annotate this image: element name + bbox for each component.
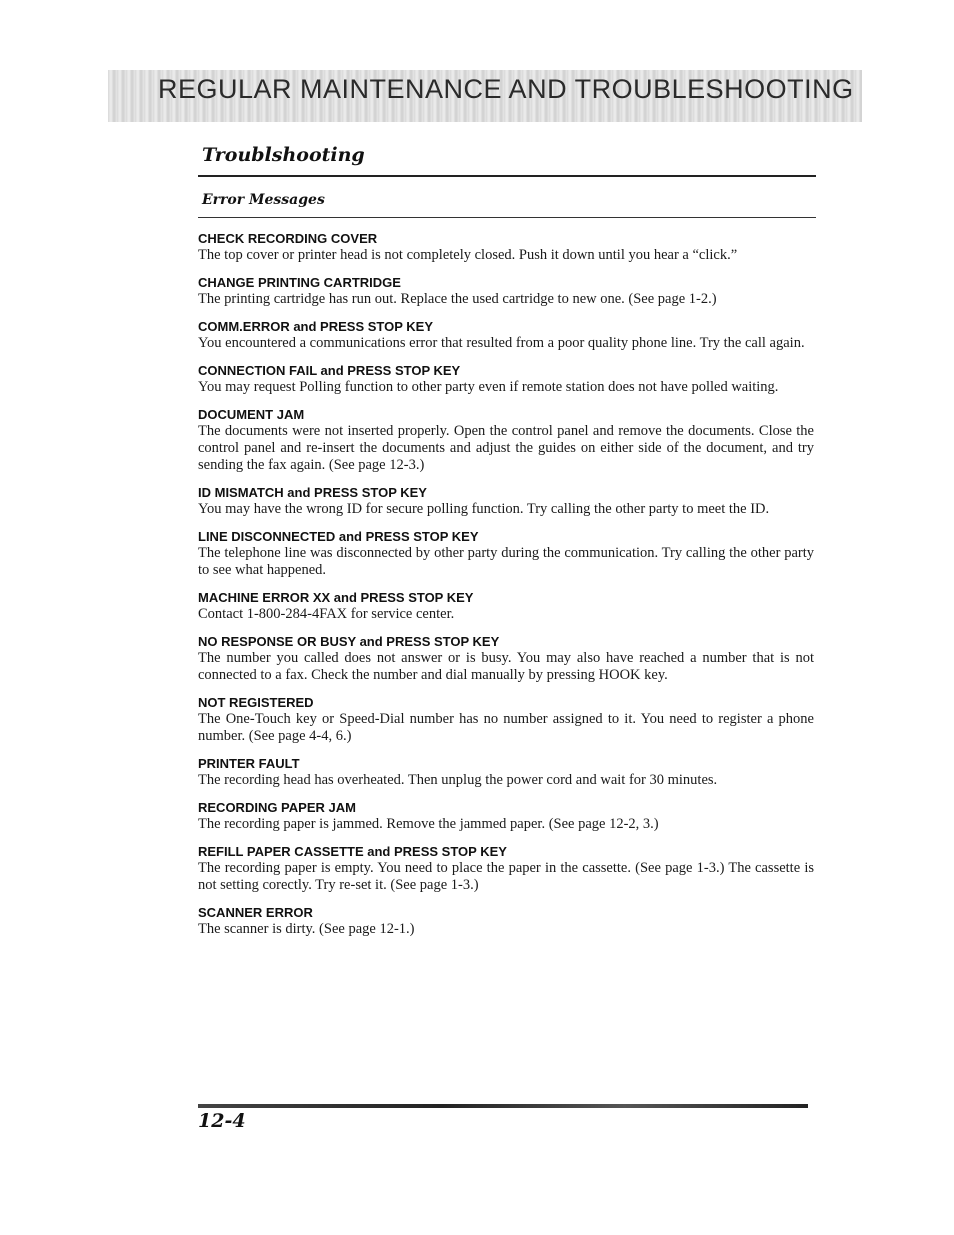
error-description: The scanner is dirty. (See page 12-1.): [198, 921, 415, 937]
error-message-item: [198, 694, 814, 745]
page-number: 12-4: [198, 1110, 246, 1132]
chapter-title: REGULAR MAINTENANCE AND TROUBLESHOOTING: [158, 74, 854, 104]
error-code: CONNECTION FAIL and PRESS STOP KEY: [198, 363, 461, 378]
section-title: Troublshooting: [202, 144, 365, 166]
error-code: COMM.ERROR and PRESS STOP KEY: [198, 319, 434, 334]
error-code: SCANNER ERROR: [198, 905, 313, 920]
error-description: The One-Touch key or Speed-Dial number has no number assigned to it. You need to register a phone number. (See page 4-4, 6.): [198, 711, 814, 744]
subsection-title: Error Messages: [202, 192, 325, 208]
error-message-item: [198, 589, 814, 623]
error-message-item: [198, 799, 814, 833]
chapter-banner: [108, 70, 862, 122]
error-code: ID MISMATCH and PRESS STOP KEY: [198, 485, 427, 500]
error-code: MACHINE ERROR XX and PRESS STOP KEY: [198, 590, 474, 605]
error-description: The printing cartridge has run out. Replace the used cartridge to new one. (See page 1-2.): [198, 291, 717, 307]
error-description: The number you called does not answer or is busy. You may also have reached a number that is not connected to a fax. Check the number and dial manually by pressing HOOK key.: [198, 650, 814, 683]
error-description: You may have the wrong ID for secure polling function. Try calling the other party to meet the ID.: [198, 501, 770, 517]
error-message-item: [198, 274, 814, 308]
error-message-item: [198, 318, 814, 352]
error-code: CHECK RECORDING COVER: [198, 231, 378, 246]
error-description: You encountered a communications error that resulted from a poor quality phone line. Try the call again.: [198, 335, 805, 351]
error-description: The telephone line was disconnected by other party during the communication. Try calling the other party to see what happened.: [198, 545, 814, 578]
error-code: NOT REGISTERED: [198, 695, 314, 710]
error-description: The recording paper is empty. You need to place the paper in the cassette. (See page 1-3.) The cassette is not setting corectly. Try re-set it. (See page 1-3.): [198, 860, 814, 893]
error-message-item: [198, 362, 814, 396]
error-description: The top cover or printer head is not completely closed. Push it down until you hear a “click.”: [198, 247, 738, 263]
error-code: DOCUMENT JAM: [198, 407, 305, 422]
error-code: NO RESPONSE OR BUSY and PRESS STOP KEY: [198, 634, 500, 649]
error-description: Contact 1-800-284-4FAX for service center.: [198, 606, 455, 622]
error-code: RECORDING PAPER JAM: [198, 800, 356, 815]
error-description: The recording head has overheated. Then unplug the power cord and wait for 30 minutes.: [198, 772, 718, 788]
subsection-divider: [198, 217, 816, 218]
error-code: REFILL PAPER CASSETTE and PRESS STOP KEY: [198, 844, 507, 859]
error-message-item: [198, 484, 814, 518]
error-description: The recording paper is jammed. Remove the jammed paper. (See page 12-2, 3.): [198, 816, 659, 832]
error-description: You may request Polling function to other party even if remote station does not have polled waiting.: [198, 379, 779, 395]
section-divider: [198, 175, 816, 177]
error-message-item: [198, 904, 814, 938]
error-message-item: [198, 406, 814, 474]
error-code: LINE DISCONNECTED and PRESS STOP KEY: [198, 529, 479, 544]
error-description: The documents were not inserted properly. Open the control panel and remove the documents. Close the control panel and re-insert the documents and adjust the guides on either side of the document, and try sending the fax again. (See page 12-3.): [198, 423, 814, 473]
error-message-list: [198, 230, 814, 948]
error-code: PRINTER FAULT: [198, 756, 300, 771]
error-message-item: [198, 528, 814, 579]
error-code: CHANGE PRINTING CARTRIDGE: [198, 275, 401, 290]
error-message-item: [198, 633, 814, 684]
error-message-item: [198, 843, 814, 894]
error-message-item: [198, 755, 814, 789]
footer-divider: [198, 1104, 808, 1108]
error-message-item: [198, 230, 814, 264]
